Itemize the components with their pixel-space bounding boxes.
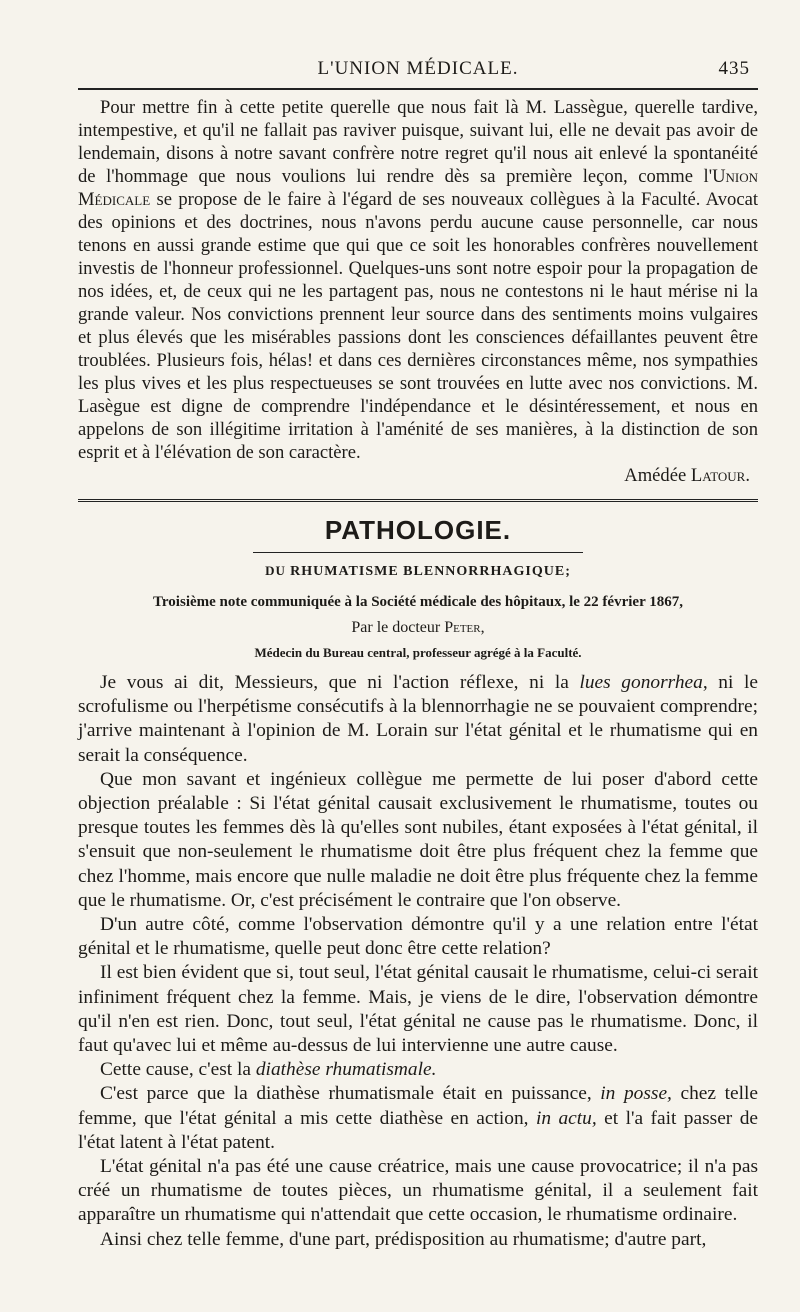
signature-last-name: Latour. bbox=[690, 465, 750, 486]
signature bbox=[78, 464, 750, 487]
article-title-text: RHUMATISME BLENNORRHAGIQUE; bbox=[290, 564, 571, 579]
body-paragraph-1 bbox=[78, 671, 758, 768]
body-p6-text-a: C'est parce que la diathèse rhumatismale était en puissance, bbox=[100, 1083, 601, 1105]
author-name: Peter, bbox=[444, 619, 485, 636]
journal-title: L'UNION MÉDICALE. bbox=[317, 58, 519, 79]
body-p1-italic: lues gonorrhea bbox=[579, 672, 703, 693]
body-p6-text-c: et l'a fait passer de l'état latent à l'état patent. bbox=[78, 1107, 758, 1153]
body-paragraph-7: L'état génital n'a pas été une cause créatrice, mais une cause provocatrice; il n'a pas créé un rhumatisme de toutes pièces, un rhumatisme génital, il a seulement fait apparaître un rhumatisme qui n'attendait que cette occasion, le rhumatisme ordinaire. bbox=[78, 1156, 758, 1226]
body-p1-text-a: Je vous ai dit, Messieurs, que ni l'action réflexe, ni la bbox=[100, 672, 580, 693]
running-head bbox=[78, 52, 758, 86]
author-prefix: Par le docteur bbox=[351, 619, 445, 636]
body-paragraph-6 bbox=[78, 1082, 758, 1155]
body-p6-text-b: chez telle femme, que l'état génital a mis cette diathèse en action, bbox=[78, 1083, 758, 1129]
body-p6-italic-1: in posse, bbox=[600, 1083, 672, 1105]
body-paragraph-8: Ainsi chez telle femme, d'une part, prédisposition au rhumatisme; d'autre part, bbox=[100, 1228, 707, 1250]
section-divider bbox=[78, 499, 758, 505]
body-p5-italic: diathèse rhumatismale. bbox=[255, 1059, 437, 1081]
article-subtitle: Troisième note communiquée à la Société médicale des hôpitaux, le 22 février 1867, bbox=[153, 594, 683, 610]
intro-paragraph bbox=[78, 96, 758, 464]
author-affiliation: Médecin du Bureau central, professeur agrégé à la Faculté. bbox=[254, 645, 582, 660]
body-p6-italic-2: in actu, bbox=[535, 1107, 597, 1129]
article-body bbox=[78, 671, 758, 1252]
header-rule bbox=[78, 88, 758, 90]
body-p5-text: Cette cause, c'est la bbox=[100, 1059, 256, 1081]
body-paragraph-3: D'un autre côté, comme l'observation démontre qu'il y a une relation entre l'état génital et le rhumatisme, quelle peut donc être cette relation? bbox=[78, 914, 758, 960]
journal-name-smallcaps: Union Médicale bbox=[78, 166, 758, 210]
section-title-rule bbox=[253, 552, 583, 553]
section-title: PATHOLOGIE. bbox=[324, 515, 512, 545]
article-title bbox=[78, 563, 758, 580]
body-paragraph-4: Il est bien évident que si, tout seul, l'état génital causait le rhumatisme, celui-ci serait infiniment fréquent chez la femme. Mais, je viens de le dire, l'observation démontre qu'il n'en est rien. Donc, tout seul, l'état génital ne cause pas le rhumatisme. Donc, il faut qu'avec lui et même au-dessus de lui intervienne une autre cause. bbox=[78, 962, 758, 1057]
article-author bbox=[78, 619, 758, 637]
page-number: 435 bbox=[718, 58, 750, 79]
intro-text-b: se propose de le faire à l'égard de ses nouveaux collègues à la Faculté. Avocat des opinions et des doctrines, nous n'avons perdu aucune cause personnelle, car nous tenons en aussi grande estime que qui que ce soit les honorables confrères nouvellement investis de l'honneur professionnel. Quelques-uns sont notre espoir pour la propagation de nos idées, et, de ceux qui ne les partagent pas, nous ne contestons ni le haut mérise ni la grande valeur. Nos convictions prennent leur source dans des sentiments moins vulgaires et plus élevés que les misérables passions dont les consciences défaillantes peuvent être troublées. Plusieurs fois, hélas! et dans ces dernières circonstances même, nos sympathies les plus vives et les plus respectueuses se sont trouvées en lutte avec nos convictions. M. Lasègue est digne de comprendre l'indépendance et le désintéressement, et nous en appelons de son illégitime irritation à l'aménité de ses manières, à la distinction de son esprit et à l'élévation de son caractère. bbox=[78, 189, 758, 463]
body-paragraph-5 bbox=[78, 1058, 758, 1082]
article-title-du: DU bbox=[265, 563, 291, 578]
body-p1-text-b: , ni le scrofulisme ou l'herpétisme consécutifs à la blennorrhagie ne se pouvaient comprendre; j'arrive maintenant à l'opinion de M. Lorain sur l'état génital et le rhumatisme qui en serait la conséquence. bbox=[78, 672, 758, 766]
intro-text-a: Pour mettre fin à cette petite querelle que nous fait là M. Lassègue, querelle tardive, intempestive, et qu'il ne fallait pas raviver puisque, suivant lui, elle ne devait pas avoir de lendemain, disons à notre savant confrère notre regret qu'il nous ait enlevé la spontanéité de l'hommage que nous voulions lui rendre dès sa première leçon, comme l' bbox=[78, 97, 758, 187]
signature-first-name: Amédée bbox=[624, 465, 691, 486]
body-paragraph-2: Que mon savant et ingénieux collègue me permette de lui poser d'abord cette objection préalable : Si l'état génital causait exclusivement le rhumatisme, toutes ou presque toutes les femmes dès là qu'elles sont nubiles, étant exposées à l'état génital, il s'ensuit que non-seulement le rhumatisme doit être plus fréquent chez la femme que chez l'homme, mais encore que nulle maladie ne doit être plus fréquente chez la femme que le rhumatisme. Or, c'est précisément le contraire que l'on observe. bbox=[78, 768, 758, 911]
